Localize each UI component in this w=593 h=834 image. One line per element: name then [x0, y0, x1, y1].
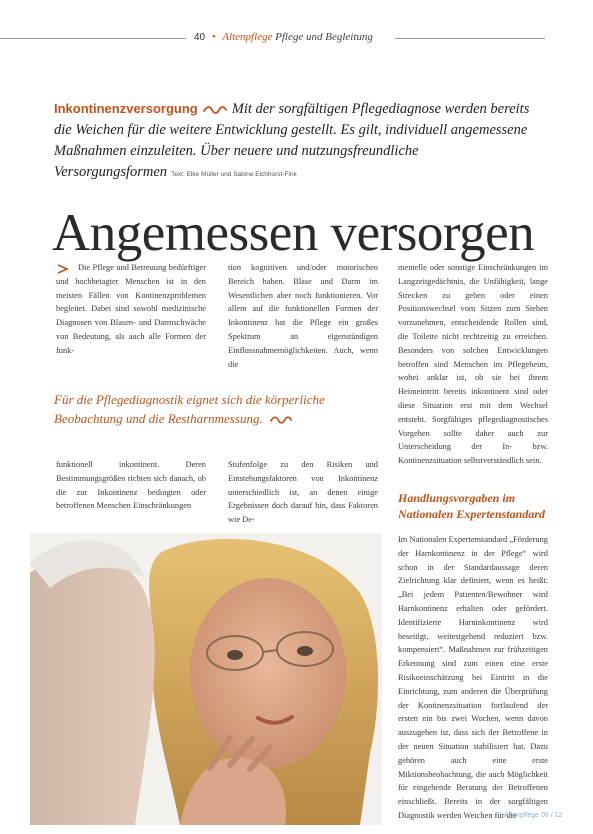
header-text	[194, 31, 373, 43]
page-number: 40	[194, 32, 206, 43]
header-subsection: Pflege und Begleitung	[275, 31, 373, 43]
body-column-3: mentelle oder sonstige Einschränkungen im Langzeitgedächtnis, die Unfähigkeit, lange Strecken zu gehen oder einen Positionswechsel vom Sitzen zum Stehen vorzunehmen, entscheidende Rollen sind, die Toilette nicht rechtzeitig zu erreichen. Besonders von solchen Entwicklungen betroffen sind Menschen im Pflegeheim, wobei anklar ist, ob sie bei ihrem Heimeintritt bereits inkontinent sind oder diese Situation erst mit dem Wechsel entsteht. Sorgfältiges pflegediagnostisches Vorgehen sollte daher auch zur Unterscheidung der In- bzw. Kontinenzsituation selbstverständlich sein.	[398, 263, 548, 466]
lead-paragraph	[54, 98, 544, 185]
body-column-2-mid: Stufenfolge zu den Risiken und Entstehungsfaktoren von Inkontinenz unterschiedlich ist, an denen einige Ergebnissen doch darauf hin, dass Faktoren wie De-	[228, 460, 378, 525]
photo-illustration	[30, 533, 382, 825]
article-photo	[30, 533, 382, 825]
header-separator: •	[211, 31, 216, 43]
swirl-icon	[269, 415, 293, 425]
body-column-2-top: tion kognitiven und/oder motorischen Bereich haben. Blase und Darm im Wesentlichen aber noch funktionieren. Vor allem auf die funktionellen Formen der Inkontinenz hat die Pflege ein großes Spektrum an eigenständigen Einflussnahmemöglichkeiten. Auch, wenn die	[228, 263, 378, 369]
body-column-3-bottom: Im Nationalen Expertenstandard „Förderung der Harnkontinenz in der Pflege“ wird schon in der Standardaussage deren Zielrichtung klar definiert, wenn es heißt: „Bei jedem Patienten/Bewohner wird Harnkontinenz erhalten oder gefördert. Identifizierte Harninkontinenz wird beseitigt, weitestgehend reduziert bzw. kompensiert“. Maßnahmen zur frühzeitigen Erkennung sind zum einen eine erste Risikoeinschätzung bei Eintritt in die Einrichtung, zum anderen die Überprüfung der Kontinenzsituation fortlaufend der ersten ein bis zwei Wochen, wenn davon auszugehen ist, dass sich der Betroffene in der neuen Situation stabilisiert hat. Dazu gehören auch eine erste Miktionsbeobachtung, die auch Möglichkeit für eingehende Beratung der Betroffenen einschließt. Bereits in der sorgfältigen Diagnostik werden Weichen für die	[398, 535, 548, 820]
lead-text: Mit der sorgfältigen Pflegediagnose werden bereits die Weichen für die weitere Entwicklung gestellt. Es gilt, individuell angemessene Maßnahmen einzuleiten. Über neuere und nutzungsfreundliche Versorgungsformen	[54, 101, 530, 180]
kicker: Inkontinenzversorgung	[54, 101, 198, 116]
byline: Text: Elke Müller und Sabine Eichhorst-Fink	[171, 171, 297, 178]
body-column-1-mid: funktionell inkontinent. Deren Bestimmungsgrößen richten sich danach, ob die zur Inkontinenz bedingten oder betroffenen Menschen Einschränkungen	[56, 460, 206, 511]
swirl-icon	[202, 105, 228, 115]
running-header	[0, 30, 593, 48]
headline: Angemessen versorgen	[52, 204, 535, 262]
pull-quote	[54, 390, 374, 428]
header-rule-left	[0, 38, 186, 39]
footer-mark: Altenpflege 06 / 12	[504, 812, 563, 819]
pull-quote-text: Für die Pflegediagnostik eignet sich die körperliche Beobachtung und die Restharnmessung.	[54, 392, 325, 426]
header-section: Altenpflege	[222, 31, 273, 43]
body-column-1-top: Die Pflege und Betreuung bedürftiger und hochbetagter Menschen ist in den meisten Fällen von Kontinenzproblemen begleitet. Dabei sind sowohl medizinische Diagnosen von Blasen- und Darmschwäche von Bedeutung, als auch alle Formen der funk-	[56, 263, 206, 355]
section-subheading: Handlungsvorgaben im Nationalen Expertenstandard	[398, 491, 546, 521]
header-rule-right	[395, 38, 545, 39]
